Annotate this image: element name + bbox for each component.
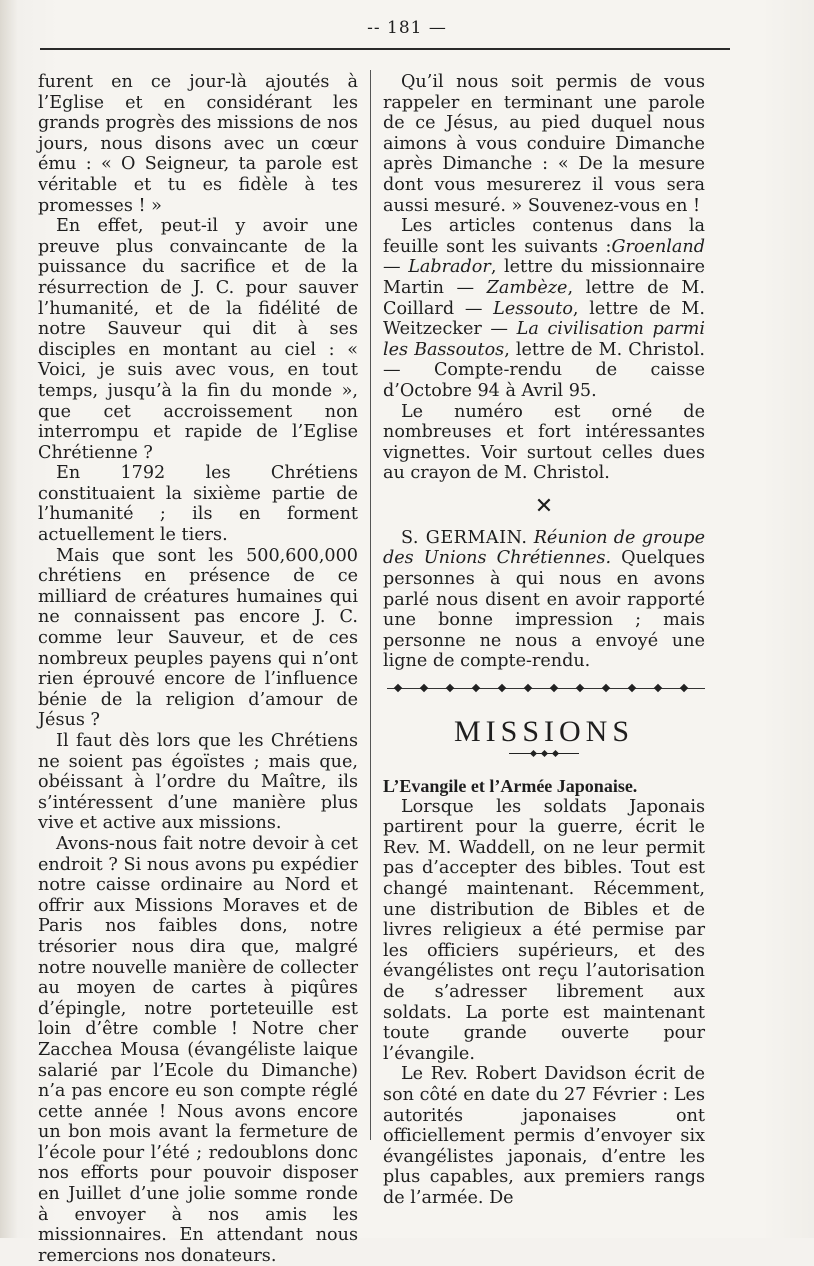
paragraph: furent en ce jour-là ajoutés à l’Eglise et en considérant les grands progrès des missions de nos jours, nous disons avec un cœur ému : « O Seigneur, ta parole est véritable et tu es fidèle à tes promesses ! » <box>38 72 358 216</box>
paragraph: Avons-nous fait notre devoir à cet endroit ? Si nous avons pu expédier notre caisse ordinaire au Nord et offrir aux Missions Moraves et de Paris nos faibles dons, notre trésorier nous dira que, malgré notre nouvelle manière de collecter au moyen de cartes à piqûres d’épingle, notre porteteuille est loin d’être comble ! Notre cher Zacchea Mousa (évangéliste laique salarié par l’Ecole du Dimanche) n’a pas encore eu son compte réglé cette année ! Nous avons encore un bon mois avant la fermeture de l’école pour l’été ; redoublons donc nos efforts pour pouvoir disposer en Juillet d’une jolie somme ronde à envoyer à nos amis les missionnaires. En attendant nous remercions nos donateurs. <box>38 833 358 1266</box>
text: , lettre de M. Christol. — Compte-rendu de caisse d’Octobre 94 à Avril 95. <box>383 339 705 401</box>
paragraph-articles <box>383 216 705 401</box>
section-title: MISSIONS <box>453 715 635 749</box>
paragraph: Le Rev. Robert Davidson écrit de son côté en date du 27 Février : Les autorités japonaises ont officiellement permis d’envoyer six évangélistes japonais, d’entre les plus capables, aux premiers rangs de l’armée. De <box>383 1064 705 1208</box>
article-title: Lessouto <box>493 298 573 319</box>
header-rule <box>40 48 730 50</box>
notice-title: Réunion de groupe des Unions Chrétiennes. <box>383 527 705 569</box>
column-divider <box>370 70 371 1140</box>
place-name: S. GERMAIN. <box>401 527 528 548</box>
paragraph: Le numéro est orné de nombreuses et fort intéressantes vignettes. Voir surtout celles dues au crayon de M. Christol. <box>383 401 705 484</box>
paragraph: En effet, peut-il y avoir une preuve plus convaincante de la puissance du sacrifice et de la résurrection de J. C. pour sauver l’humanité, et de la fidélité de notre Sauveur qui dit à ses disciples en montant au ciel : « Voici, je suis avec vous, en tout temps, jusqu’à la fin du monde », que cet accroissement non interrompu et rapide de l’Eglise Chrétienne ? <box>38 216 358 463</box>
title-ornament <box>509 753 579 760</box>
text: Les articles contenus dans la feuille sont les suivants : <box>383 216 705 257</box>
paragraph-notice <box>383 528 705 672</box>
paragraph: Qu’il nous soit permis de vous rappeler en terminant une parole de ce Jésus, au pied duquel nous aimons à vous conduire Dimanche après Dimanche : « De la mesure dont vous mesurerez il vous sera aussi mesuré. » Souvenez-vous en ! <box>383 72 705 216</box>
article-title: Groenland — Labrador <box>383 236 705 278</box>
ornamental-rule <box>387 688 705 697</box>
text: Quelques personnes à qui nous en avons parlé nous disent en avoir rapporté une bonne impression ; mais personne ne nous a envoyé une ligne de compte-rendu. <box>383 548 706 672</box>
text: , lettre de M. Weitzecker — <box>383 298 705 340</box>
article-title: Zambèze <box>486 277 568 298</box>
right-column <box>383 72 705 1209</box>
text: , lettre du missionnaire Martin — <box>383 257 706 298</box>
cross-separator-icon: ✕ <box>534 493 554 519</box>
text: , lettre de M. Coillard — <box>383 277 705 319</box>
paragraph: Mais que sont les 500,600,000 chrétiens en présence de ce milliard de créatures humaines qui ne connaissent pas encore J. C. comme leur Sauveur, et de ces nombreux peuples payens qui n’ont rien éprouvé encore de l’influence bénie de la religion d’amour de Jésus ? <box>38 545 358 731</box>
article-heading: L’Evangile et l’Armée Japonaise. <box>383 776 638 797</box>
left-column <box>38 72 358 1266</box>
page-number: -- 181 — <box>367 18 447 38</box>
paragraph: Il faut dès lors que les Chrétiens ne soient pas égoïstes ; mais que, obéissant à l’ordre du Maître, ils s’intéressent d’une manière plus vive et active aux missions. <box>38 731 358 834</box>
paragraph: Lorsque les soldats Japonais partirent pour la guerre, écrit le Rev. M. Waddell, on ne leur permit pas d’accepter des bibles. Tout est changé maintenant. Récemment, une distribution de Bibles et de livres religieux a été permise par les officiers supérieurs, et des évangélistes ont reçu l’autorisation de s’adresser librement aux soldats. La porte est maintenant toute grande ouverte pour l’évangile. <box>383 796 705 1064</box>
article-title: La civilisation parmi les Bassoutos <box>383 319 705 360</box>
paragraph: En 1792 les Chrétiens constituaient la sixième partie de l’humanité ; ils en forment actuellement le tiers. <box>38 463 358 546</box>
